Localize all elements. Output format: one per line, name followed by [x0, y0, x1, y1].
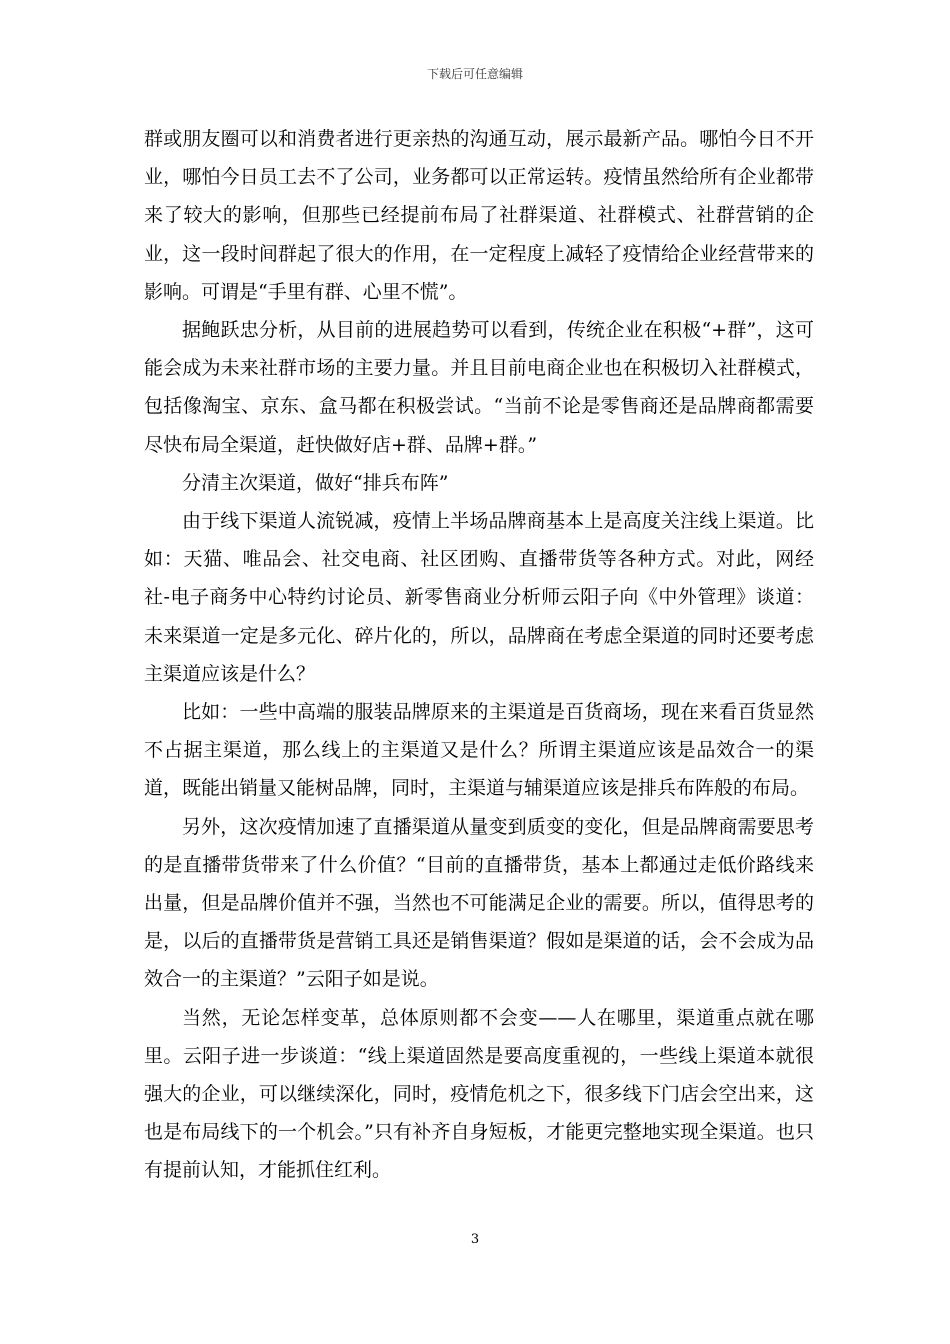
document-body — [144, 120, 814, 1190]
paragraph-continuation: 群或朋友圈可以和消费者进行更亲热的沟通互动，展示最新产品。哪怕今日不开业，哪怕今日员工去不了公司，业务都可以正常运转。疫情虽然给所有企业都带来了较大的影响，但那些已经提前布局了社群渠道、社群模式、社群营销的企业，这一段时间群起了很大的作用，在一定程度上减轻了疫情给企业经营带来的影响。可谓是“手里有群、心里不慌”。 — [144, 128, 814, 303]
paragraph-online-channels: 由于线下渠道人流锐减，疫情上半场品牌商基本上是高度关注线上渠道。比如：天猫、唯品会、社交电商、社区团购、直播带货等各种方式。对此，网经社-电子商务中心特约讨论员、新零售商业分析师云阳子向《中外管理》谈道：未来渠道一定是多元化、碎片化的，所以，品牌商在考虑全渠道的同时还要考虑主渠道应该是什么？ — [144, 510, 814, 685]
section-heading: 分清主次渠道，做好“排兵布阵” — [182, 471, 449, 494]
paragraph-livestream: 另外，这次疫情加速了直播渠道从量变到质变的变化，但是品牌商需要思考的是直播带货带来了什么价值？“目前的直播带货，基本上都通过走低价路线来出量，但是品牌价值并不强，当然也不可能满足企业的需要。所以，值得思考的是，以后的直播带货是营销工具还是销售渠道？假如是渠道的话，会不会成为品效合一的主渠道？”云阳子如是说。 — [144, 815, 814, 991]
paragraph-analysis: 据鲍跃忠分析，从目前的进展趋势可以看到，传统企业在积极“+群”，这可能会成为未来社群市场的主要力量。并且目前电商企业也在积极切入社群模式，包括像淘宝、京东、盒马都在积极尝试。“当前不论是零售商还是品牌商都需要尽快布局全渠道，赶快做好店+群、品牌+群。” — [144, 319, 814, 456]
page-number: 3 — [470, 1232, 480, 1247]
paragraph-main-channel-example: 比如：一些中高端的服装品牌原来的主渠道是百货商场，现在来看百货显然不占据主渠道，那么线上的主渠道又是什么？所谓主渠道应该是品效合一的渠道，既能出销量又能树品牌，同时，主渠道与辅渠道应该是排兵布阵般的布局。 — [144, 701, 814, 800]
page-header: 下载后可任意编辑 — [426, 67, 523, 81]
paragraph-conclusion: 当然，无论怎样变革，总体原则都不会变——人在哪里，渠道重点就在哪里。云阳子进一步谈道：“线上渠道固然是要高度重视的，一些线上渠道本就很强大的企业，可以继续深化，同时，疫情危机之下，很多线下门店会空出来，这也是布局线下的一个机会。”只有补齐自身短板，才能更完整地实现全渠道。也只有提前认知，才能抓住红利。 — [144, 1006, 814, 1182]
